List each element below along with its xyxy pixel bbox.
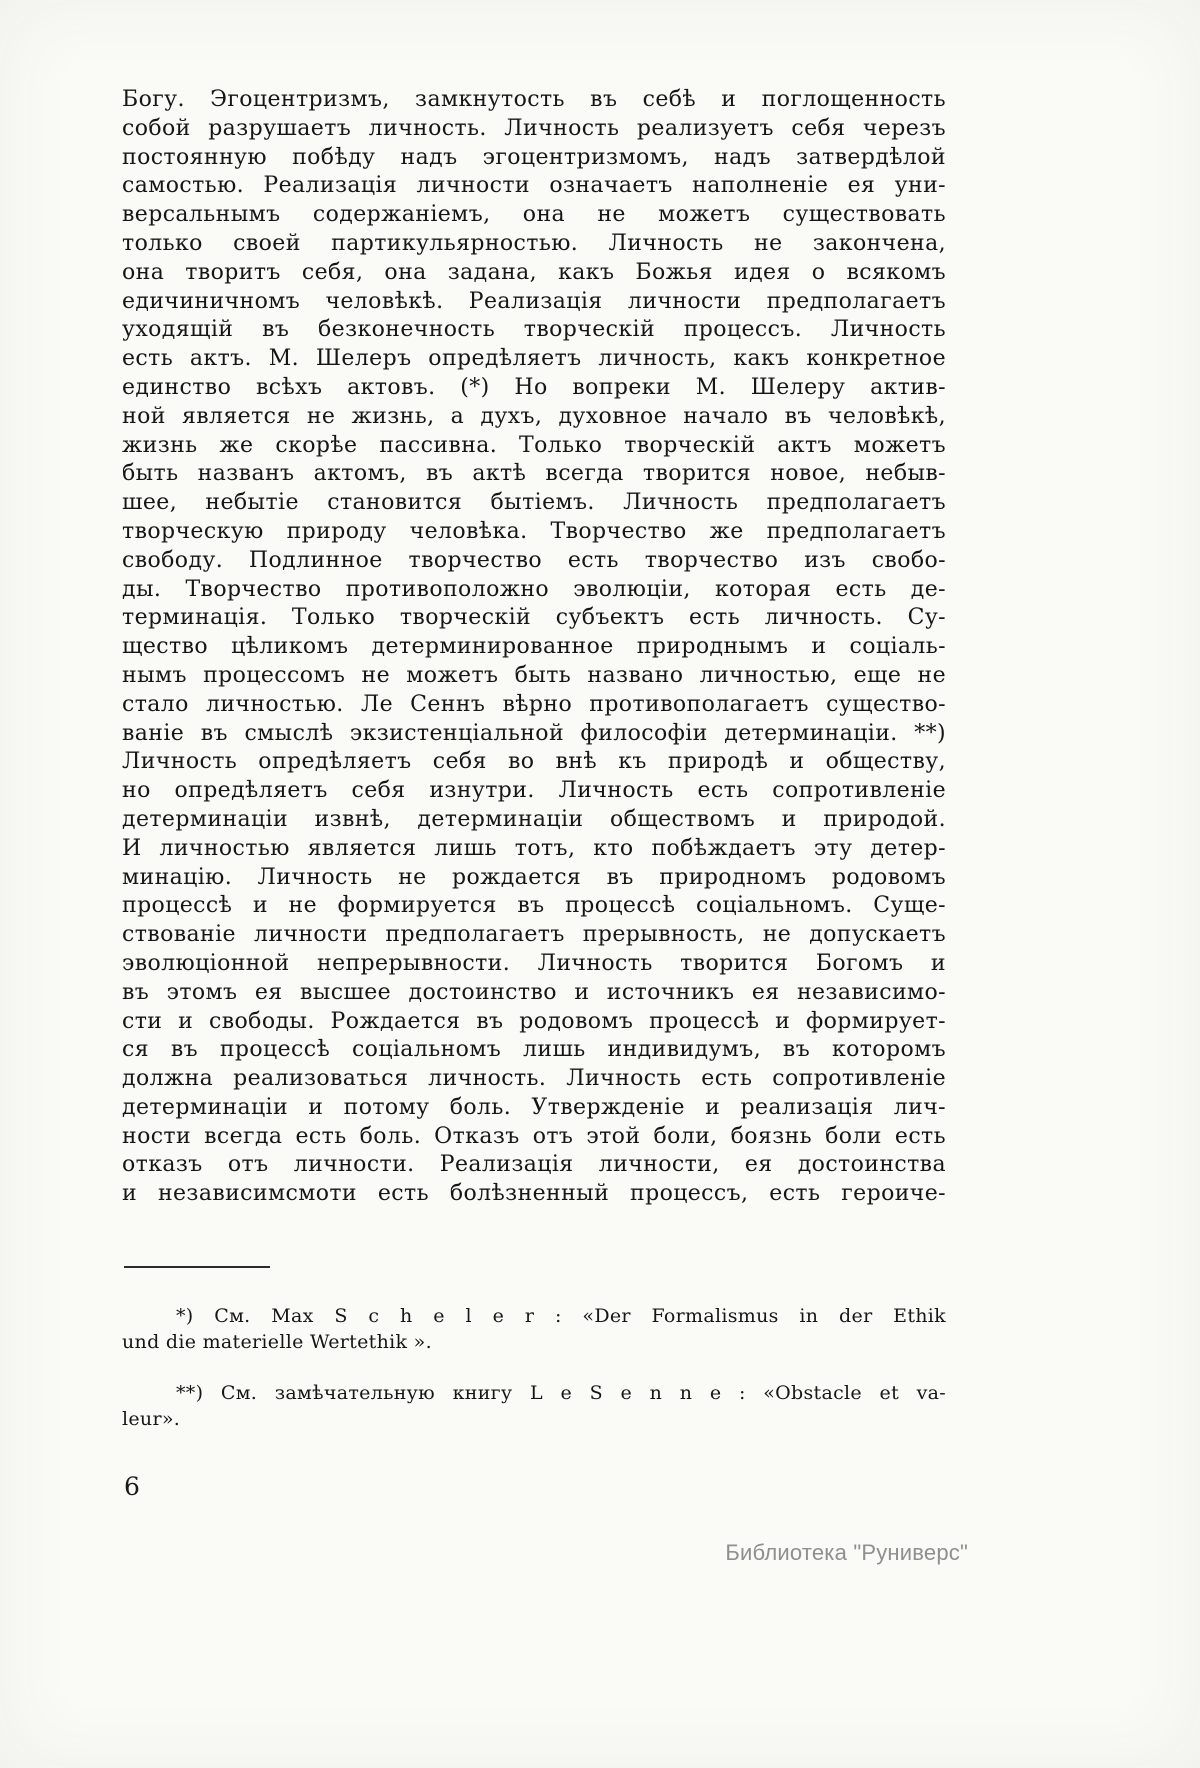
text-line: творческую природу человѣка. Творчество же предполагаетъ: [122, 518, 946, 544]
text-line: только своей партикульярностью. Личность не закончена,: [122, 230, 946, 256]
text-line: уходящій въ безконечность творческій процессъ. Личность: [122, 317, 946, 343]
text-line: ствованіе личности предполагаетъ прерывность, не допускаетъ: [122, 922, 946, 948]
text-line: Богу. Эгоцентризмъ, замкнутость въ себѣ и поглощенность: [122, 87, 946, 112]
text-line: шее, небытіе становится бытіемъ. Личность предполагаетъ: [122, 490, 946, 516]
footnote-line: und die materielle Wertethik ».: [122, 1331, 432, 1353]
text-line: самостью. Реализація личности означаетъ наполненіе ея уни-: [122, 173, 946, 199]
text-line: жизнь же скорѣе пассивна. Только творческій актъ можетъ: [122, 432, 946, 458]
text-line: должна реализоваться личность. Личность есть сопротивленіе: [122, 1066, 946, 1092]
text-line: И личностью является лишь тотъ, кто побѣждаетъ эту детер-: [122, 835, 946, 861]
text-line: детерминаціи и потому боль. Утвержденіе и реализація лич-: [122, 1094, 946, 1120]
text-line: и независимсмоти есть болѣзненный процессъ, есть героиче-: [122, 1181, 946, 1207]
footnote-line: **) См. замѣчательную книгу L e S e n n e : «Obstacle et va-: [176, 1382, 946, 1404]
text-line: есть актъ. М. Шелеръ опредѣляетъ личность, какъ конкретное: [122, 346, 946, 372]
text-line: эволюціонной непрерывности. Личность творится Богомъ и: [122, 950, 946, 976]
text-line: нымъ процессомъ не можетъ быть названо личностью, еще не: [122, 662, 946, 688]
text-line: но опредѣляетъ себя изнутри. Личность есть сопротивленіе: [122, 778, 946, 804]
text-line: версальнымъ содержаніемъ, она не можетъ существовать: [122, 202, 946, 228]
text-line: ваніе въ смыслѣ экзистенціальной философіи детерминаціи. **): [122, 720, 946, 746]
footnote-line: leur».: [122, 1408, 181, 1430]
text-line: едичиничномъ человѣкѣ. Реализація личности предполагаетъ: [122, 288, 946, 314]
text-line: постоянную побѣду надъ эгоцентризмомъ, надъ затвердѣлой: [122, 144, 946, 170]
text-line: ности всегда есть боль. Отказъ отъ этой боли, боязнь боли есть: [122, 1123, 946, 1149]
text-line: сти и свободы. Рождается въ родовомъ процессѣ и формирует-: [122, 1008, 946, 1034]
footnote-divider-rule: [124, 1266, 270, 1268]
text-line: въ этомъ ея высшее достоинство и источникъ ея независимо-: [122, 979, 946, 1005]
text-line: собой разрушаетъ личность. Личность реализуетъ себя черезъ: [122, 115, 946, 141]
page-number: 6: [124, 1472, 140, 1501]
text-line: щество цѣликомъ детерминированное природнымъ и соціаль-: [122, 634, 946, 660]
text-line: детерминаціи извнѣ, детерминаціи обществомъ и природой.: [122, 806, 946, 832]
body-text-block: [122, 86, 946, 1209]
text-line: отказъ отъ личности. Реализація личности, ея достоинства: [122, 1152, 946, 1178]
text-line: она творитъ себя, она задана, какъ Божья идея о всякомъ: [122, 259, 946, 285]
text-line: ся въ процессѣ соціальномъ лишь индивидумъ, въ которомъ: [122, 1037, 946, 1063]
text-line: быть названъ актомъ, въ актѣ всегда творится новое, небыв-: [122, 461, 946, 487]
text-line: единство всѣхъ актовъ. (*) Но вопреки М. Шелеру актив-: [122, 374, 946, 400]
text-line: стало личностью. Ле Сеннъ вѣрно противополагаетъ существо-: [122, 691, 946, 717]
library-watermark: Библиотека "Руниверс": [725, 1540, 968, 1565]
text-line: ной является не жизнь, а духъ, духовное начало въ человѣкѣ,: [122, 403, 946, 429]
text-line: ды. Творчество противоположно эволюціи, которая есть де-: [122, 576, 946, 602]
text-line: Личность опредѣляетъ себя во внѣ къ природѣ и обществу,: [122, 749, 946, 775]
text-line: минацію. Личность не рождается въ природномъ родовомъ: [122, 864, 946, 890]
footnote-line: *) См. Max S c h e l e r : «Der Formalismus in der Ethik: [176, 1305, 946, 1327]
footnote-scheler: [122, 1303, 946, 1355]
text-line: свободу. Подлинное творчество есть творчество изъ свобо-: [122, 547, 946, 573]
text-line: терминація. Только творческій субъектъ есть личность. Су-: [122, 605, 946, 631]
footnote-le-senne: [122, 1380, 946, 1432]
text-line: процессѣ и не формируется въ процессѣ соціальномъ. Суще-: [122, 893, 946, 919]
